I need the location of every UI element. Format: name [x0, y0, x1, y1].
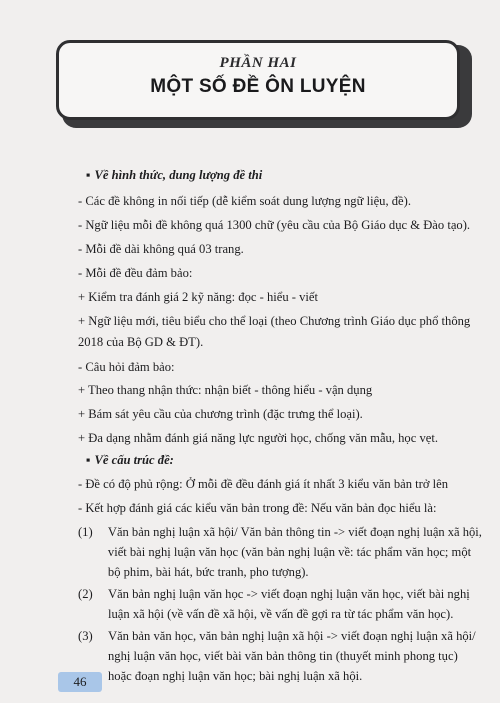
text-line: - Đề có độ phủ rộng: Ở mỗi đề đều đánh giá ít nhất 3 kiểu văn bản trở lên: [78, 477, 449, 491]
section-heading-text: Về cấu trúc đề:: [94, 453, 174, 467]
text-line: - Câu hỏi đảm bảo:: [78, 360, 175, 374]
list-item: [78, 628, 483, 688]
section-heading-structure: [86, 452, 174, 468]
bullet-icon: ▪: [86, 453, 91, 467]
text-line: + Kiểm tra đánh giá 2 kỹ năng: đọc - hiểu - viết: [78, 290, 319, 304]
text-line: 2018 của Bộ GD & ĐT).: [78, 335, 204, 349]
item-line: nghị luận văn học, viết bài văn bản thông tin (thuyết minh phong tục): [108, 649, 458, 663]
page-number-tab: [58, 672, 102, 692]
item-number: (3): [78, 629, 93, 643]
section-heading-text: Về hình thức, dung lượng đề thi: [94, 168, 263, 182]
text-line: - Kết hợp đánh giá các kiểu văn bản trong đề: Nếu văn bản đọc hiểu là:: [78, 501, 437, 515]
text-line: + Bám sát yêu cầu của chương trình (đặc trưng thể loại).: [78, 407, 363, 421]
item-number: (2): [78, 587, 93, 601]
list-item: [78, 586, 483, 626]
item-line: luận xã hội (về vấn đề xã hội, về vấn đề gợi ra từ tác phẩm văn học).: [108, 607, 454, 621]
text-line: - Ngữ liệu mỗi đề không quá 1300 chữ (yêu cầu của Bộ Giáo dục & Đào tạo).: [78, 218, 471, 232]
part-label: PHẦN HAI: [219, 55, 297, 71]
bullet-icon: ▪: [86, 168, 91, 182]
list-item: [78, 524, 482, 584]
item-line: Văn bản văn học, văn bản nghị luận xã hội -> viết đoạn nghị luận xã hội/: [108, 629, 476, 643]
text-line: + Ngữ liệu mới, tiêu biểu cho thể loại (theo Chương trình Giáo dục phổ thông: [78, 314, 471, 328]
item-line: hoặc đoạn nghị luận văn học; bài nghị luận xã hội.: [108, 669, 363, 683]
item-number: (1): [78, 525, 93, 539]
item-line: Văn bản nghị luận văn học -> viết đoạn nghị luận văn học, viết bài nghị: [108, 587, 470, 601]
page-number: 46: [73, 674, 87, 689]
chapter-banner: [56, 40, 460, 120]
text-line: - Mỗi đề dài không quá 03 trang.: [78, 242, 244, 256]
item-line: Văn bản nghị luận xã hội/ Văn bản thông tin -> viết đoạn nghị luận xã hội,: [107, 525, 482, 539]
text-line: - Các đề không in nối tiếp (dễ kiểm soát dung lượng ngữ liệu, đề).: [78, 194, 411, 208]
text-line: + Theo thang nhận thức: nhận biết - thông hiểu - vận dụng: [78, 383, 373, 397]
section-heading-form: [86, 167, 262, 183]
chapter-title: MỘT SỐ ĐỀ ÔN LUYỆN: [150, 76, 366, 97]
text-line: + Đa dạng nhằm đánh giá năng lực người học, chống văn mẫu, học vẹt.: [78, 431, 439, 445]
item-line: viết bài nghị luận văn học (văn bản nghị luận về: tác phẩm văn học; một: [107, 545, 472, 559]
text-line: - Mỗi đề đều đảm bảo:: [78, 266, 193, 280]
item-line: bộ phim, bài hát, bức tranh, pho tượng).: [107, 565, 309, 579]
